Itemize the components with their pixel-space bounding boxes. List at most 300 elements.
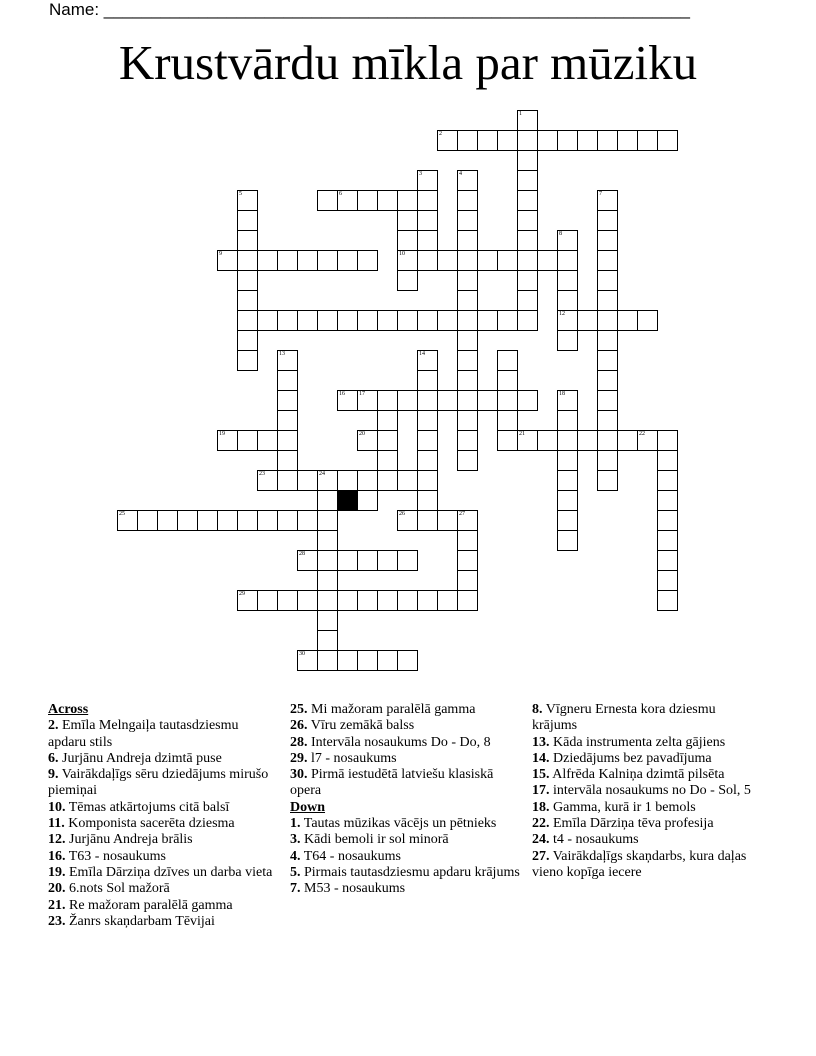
grid-cell[interactable] xyxy=(637,310,658,331)
grid-cell[interactable] xyxy=(397,550,418,571)
clue-number: 10. xyxy=(48,799,66,815)
grid-cell[interactable] xyxy=(497,130,518,151)
grid-cell[interactable] xyxy=(457,310,478,331)
grid-cell[interactable] xyxy=(617,130,638,151)
clue-number: 3. xyxy=(290,832,301,848)
grid-cell[interactable] xyxy=(237,230,258,251)
clue-text: Jurjānu Andreja brālis xyxy=(65,832,193,848)
grid-cell[interactable] xyxy=(557,510,578,531)
clue-text: Re mažoram paralēlā gamma xyxy=(65,897,233,913)
grid-cell[interactable] xyxy=(317,570,338,591)
grid-cell[interactable] xyxy=(337,310,358,331)
grid-cell[interactable] xyxy=(357,470,378,491)
grid-cell[interactable] xyxy=(377,470,398,491)
down-clue xyxy=(290,832,520,848)
clue-text: Vairākdaļīgs sēru dziedājums mirušo piemiņai xyxy=(48,767,269,799)
grid-cell[interactable] xyxy=(557,410,578,431)
grid-cell[interactable] xyxy=(337,650,358,671)
grid-cell[interactable] xyxy=(437,310,458,331)
clue-number: 1. xyxy=(290,816,301,832)
grid-cell[interactable] xyxy=(397,590,418,611)
grid-cell[interactable] xyxy=(657,130,678,151)
grid-cell[interactable] xyxy=(337,250,358,271)
down-clue xyxy=(290,881,520,897)
clue-text: Alfrēda Kalniņa dzimtā pilsēta xyxy=(549,767,725,783)
grid-cell[interactable] xyxy=(597,370,618,391)
grid-cell[interactable] xyxy=(557,470,578,491)
grid-cell[interactable] xyxy=(417,210,438,231)
grid-cell[interactable] xyxy=(657,530,678,551)
grid-cell[interactable] xyxy=(237,190,258,211)
grid-cell[interactable] xyxy=(297,250,318,271)
grid-cell[interactable] xyxy=(317,650,338,671)
grid-cell[interactable] xyxy=(557,290,578,311)
grid-cell[interactable] xyxy=(237,270,258,291)
grid-cell[interactable] xyxy=(397,270,418,291)
grid-cell[interactable] xyxy=(417,510,438,531)
grid-cell[interactable] xyxy=(397,510,418,531)
grid-cell[interactable] xyxy=(277,450,298,471)
clue-number: 27. xyxy=(532,848,550,864)
grid-cell[interactable] xyxy=(397,190,418,211)
grid-cell[interactable] xyxy=(437,390,458,411)
grid-cell[interactable] xyxy=(357,650,378,671)
grid-cell[interactable] xyxy=(477,390,498,411)
clue-number: 22. xyxy=(532,816,550,832)
clue-text: Tautas mūzikas vācējs un pētnieks xyxy=(300,816,497,832)
down-clue xyxy=(532,783,762,799)
clue-number: 17. xyxy=(532,783,550,799)
down-clue xyxy=(290,849,520,865)
clue-number: 4. xyxy=(290,848,301,864)
grid-cell[interactable] xyxy=(257,590,278,611)
grid-cell[interactable] xyxy=(657,490,678,511)
grid-cell[interactable] xyxy=(657,510,678,531)
grid-cell[interactable] xyxy=(417,590,438,611)
grid-cell[interactable] xyxy=(377,450,398,471)
grid-cell[interactable] xyxy=(457,170,478,191)
grid-cell[interactable] xyxy=(577,130,598,151)
grid-cell[interactable] xyxy=(477,250,498,271)
grid-cell[interactable] xyxy=(277,410,298,431)
grid-cell[interactable] xyxy=(637,430,658,451)
down-clue xyxy=(532,702,762,735)
grid-cell[interactable] xyxy=(517,310,538,331)
down-clue xyxy=(532,751,762,767)
clue-number: 18 xyxy=(559,391,565,397)
clue-number: 7. xyxy=(290,881,301,897)
grid-cell[interactable] xyxy=(417,410,438,431)
grid-cell[interactable] xyxy=(457,350,478,371)
clue-number: 2. xyxy=(48,718,59,734)
grid-cell[interactable] xyxy=(237,590,258,611)
grid-cell[interactable] xyxy=(377,410,398,431)
grid-cell[interactable] xyxy=(457,250,478,271)
clue-number: 4 xyxy=(459,171,462,177)
grid-cell[interactable] xyxy=(197,510,218,531)
grid-cell[interactable] xyxy=(357,430,378,451)
grid-cell[interactable] xyxy=(237,310,258,331)
grid-cell[interactable] xyxy=(177,510,198,531)
grid-cell[interactable] xyxy=(257,310,278,331)
grid-cell[interactable] xyxy=(297,550,318,571)
grid-cell[interactable] xyxy=(437,510,458,531)
clue-text: Gamma, kurā ir 1 bemols xyxy=(549,799,696,815)
grid-cell[interactable] xyxy=(557,270,578,291)
clue-number: 20 xyxy=(359,431,365,437)
clue-number: 29. xyxy=(290,750,308,766)
grid-cell[interactable] xyxy=(377,310,398,331)
across-clue xyxy=(290,702,520,718)
grid-cell[interactable] xyxy=(657,570,678,591)
grid-cell[interactable] xyxy=(277,370,298,391)
grid-cell[interactable] xyxy=(517,150,538,171)
grid-cell[interactable] xyxy=(457,130,478,151)
clue-number: 5. xyxy=(290,864,301,880)
grid-cell[interactable] xyxy=(337,190,358,211)
grid-cell[interactable] xyxy=(557,390,578,411)
grid-cell[interactable] xyxy=(217,510,238,531)
clue-text: Tēmas atkārtojums citā balsī xyxy=(65,799,230,815)
clue-number: 23. xyxy=(48,913,66,929)
grid-cell[interactable] xyxy=(637,130,658,151)
clue-text: Jurjānu Andreja dzimtā puse xyxy=(58,750,222,766)
grid-cell[interactable] xyxy=(337,470,358,491)
grid-cell[interactable] xyxy=(277,250,298,271)
grid-cell[interactable] xyxy=(237,510,258,531)
grid-cell[interactable] xyxy=(377,550,398,571)
grid-cell[interactable] xyxy=(297,590,318,611)
grid-cell[interactable] xyxy=(557,450,578,471)
grid-cell[interactable] xyxy=(317,610,338,631)
grid-cell[interactable] xyxy=(457,290,478,311)
grid-cell[interactable] xyxy=(457,230,478,251)
clue-number: 14. xyxy=(532,750,550,766)
grid-cell[interactable] xyxy=(317,550,338,571)
grid-cell[interactable] xyxy=(317,590,338,611)
grid-cell[interactable] xyxy=(337,390,358,411)
grid-cell[interactable] xyxy=(597,450,618,471)
grid-cell[interactable] xyxy=(557,230,578,251)
grid-cell[interactable] xyxy=(377,590,398,611)
grid-cell[interactable] xyxy=(277,590,298,611)
grid-cell[interactable] xyxy=(417,170,438,191)
clue-text: Komponista sacerēta dziesma xyxy=(64,816,235,832)
grid-cell[interactable] xyxy=(617,310,638,331)
grid-cell[interactable] xyxy=(237,210,258,231)
clue-text: T64 - nosaukums xyxy=(300,848,401,864)
grid-cell[interactable] xyxy=(597,330,618,351)
clue-text: l7 - nosaukums xyxy=(307,750,397,766)
grid-cell[interactable] xyxy=(417,370,438,391)
clue-number: 25. xyxy=(290,702,308,717)
grid-cell[interactable] xyxy=(457,410,478,431)
across-clue xyxy=(48,832,278,848)
down-clue xyxy=(290,865,520,881)
grid-cell[interactable] xyxy=(457,590,478,611)
grid-cell[interactable] xyxy=(577,310,598,331)
grid-cell[interactable] xyxy=(277,310,298,331)
grid-cell[interactable] xyxy=(417,230,438,251)
grid-cell[interactable] xyxy=(497,310,518,331)
grid-cell[interactable] xyxy=(597,270,618,291)
clue-number: 13. xyxy=(532,734,550,750)
grid-cell[interactable] xyxy=(237,290,258,311)
clue-number: 3 xyxy=(419,171,422,177)
grid-cell[interactable] xyxy=(237,330,258,351)
across-clue xyxy=(48,718,278,751)
grid-cell[interactable] xyxy=(417,190,438,211)
grid-cell[interactable] xyxy=(317,510,338,531)
grid-cell[interactable] xyxy=(357,190,378,211)
grid-cell[interactable] xyxy=(457,370,478,391)
grid-cell[interactable] xyxy=(317,190,338,211)
grid-cell[interactable] xyxy=(497,430,518,451)
clue-number: 21. xyxy=(48,897,66,913)
down-clue xyxy=(532,816,762,832)
grid-cell[interactable] xyxy=(277,350,298,371)
grid-cell[interactable] xyxy=(357,310,378,331)
grid-cell[interactable] xyxy=(517,270,538,291)
clue-number: 26. xyxy=(290,718,308,734)
clue-number: 19 xyxy=(219,431,225,437)
grid-cell[interactable] xyxy=(437,130,458,151)
grid-cell[interactable] xyxy=(457,390,478,411)
grid-cell[interactable] xyxy=(517,390,538,411)
grid-cell[interactable] xyxy=(297,470,318,491)
clue-number: 16. xyxy=(48,848,66,864)
grid-cell[interactable] xyxy=(377,650,398,671)
grid-cell[interactable] xyxy=(277,430,298,451)
grid-cell[interactable] xyxy=(317,470,338,491)
clue-text: Kāda instrumenta zelta gājiens xyxy=(549,734,726,750)
across-clue xyxy=(48,881,278,897)
grid-cell[interactable] xyxy=(277,510,298,531)
grid-cell[interactable] xyxy=(597,430,618,451)
clue-number: 24. xyxy=(532,832,550,848)
grid-cell[interactable] xyxy=(457,510,478,531)
grid-cell[interactable] xyxy=(257,430,278,451)
clue-number: 7 xyxy=(599,191,602,197)
grid-cell[interactable] xyxy=(597,290,618,311)
grid-cell[interactable] xyxy=(657,430,678,451)
grid-cell[interactable] xyxy=(397,310,418,331)
grid-cell[interactable] xyxy=(297,650,318,671)
grid-cell[interactable] xyxy=(417,490,438,511)
grid-cell[interactable] xyxy=(517,210,538,231)
grid-cell[interactable] xyxy=(597,310,618,331)
clue-number: 27 xyxy=(459,511,465,517)
grid-cell[interactable] xyxy=(497,370,518,391)
grid-cell[interactable] xyxy=(597,410,618,431)
clue-number: 22 xyxy=(639,431,645,437)
clue-number: 8. xyxy=(532,702,543,717)
grid-cell[interactable] xyxy=(457,550,478,571)
grid-cell[interactable] xyxy=(157,510,178,531)
clue-text: Pirmā iestudētā latviešu klasiskā opera xyxy=(290,767,494,799)
down-clue xyxy=(532,832,762,848)
grid-cell[interactable] xyxy=(217,430,238,451)
grid-cell[interactable] xyxy=(657,590,678,611)
grid-cell[interactable] xyxy=(297,310,318,331)
grid-cell[interactable] xyxy=(557,530,578,551)
across-clue xyxy=(290,735,520,751)
grid-cell[interactable] xyxy=(377,430,398,451)
grid-cell[interactable] xyxy=(517,290,538,311)
grid-cell[interactable] xyxy=(517,110,538,131)
grid-cell[interactable] xyxy=(517,170,538,191)
grid-cell[interactable] xyxy=(517,130,538,151)
grid-cell[interactable] xyxy=(597,190,618,211)
grid-cell[interactable] xyxy=(257,510,278,531)
down-clue xyxy=(532,849,762,882)
grid-cell[interactable] xyxy=(497,390,518,411)
grid-cell[interactable] xyxy=(417,390,438,411)
grid-cell[interactable] xyxy=(497,410,518,431)
grid-cell[interactable] xyxy=(377,190,398,211)
across-clue xyxy=(48,800,278,816)
grid-cell[interactable] xyxy=(517,430,538,451)
grid-cell[interactable] xyxy=(297,510,318,531)
grid-cell[interactable] xyxy=(397,650,418,671)
grid-cell[interactable] xyxy=(397,230,418,251)
grid-cell[interactable] xyxy=(397,470,418,491)
clue-number: 30. xyxy=(290,767,308,783)
grid-cell[interactable] xyxy=(417,310,438,331)
grid-cell[interactable] xyxy=(457,450,478,471)
grid-cell[interactable] xyxy=(397,390,418,411)
grid-cell[interactable] xyxy=(597,250,618,271)
clue-number: 10 xyxy=(399,251,405,257)
grid-cell[interactable] xyxy=(357,590,378,611)
grid-cell[interactable] xyxy=(277,470,298,491)
grid-cell[interactable] xyxy=(137,510,158,531)
grid-cell[interactable] xyxy=(497,350,518,371)
grid-cell[interactable] xyxy=(537,130,558,151)
grid-cell[interactable] xyxy=(457,430,478,451)
grid-cell[interactable] xyxy=(317,630,338,651)
clues-column-1 xyxy=(48,702,278,930)
clue-number: 16 xyxy=(339,391,345,397)
grid-cell[interactable] xyxy=(237,250,258,271)
down-clue xyxy=(532,767,762,783)
grid-cell[interactable] xyxy=(457,270,478,291)
grid-cell[interactable] xyxy=(597,210,618,231)
grid-cell[interactable] xyxy=(257,250,278,271)
grid-cell[interactable] xyxy=(257,470,278,491)
grid-cell[interactable] xyxy=(457,530,478,551)
grid-cell[interactable] xyxy=(457,210,478,231)
across-clue xyxy=(290,767,520,800)
grid-cell[interactable] xyxy=(557,250,578,271)
grid-cell[interactable] xyxy=(417,450,438,471)
grid-cell[interactable] xyxy=(457,570,478,591)
grid-cell[interactable] xyxy=(277,390,298,411)
clue-text: t4 - nosaukums xyxy=(549,832,639,848)
across-clue xyxy=(290,718,520,734)
clue-text: Pirmais tautasdziesmu apdaru krājums xyxy=(300,864,520,880)
grid-cell[interactable] xyxy=(657,550,678,571)
grid-cell[interactable] xyxy=(317,310,338,331)
grid-cell[interactable] xyxy=(237,430,258,451)
clue-number: 9 xyxy=(219,251,222,257)
grid-cell[interactable] xyxy=(457,190,478,211)
grid-cell[interactable] xyxy=(557,130,578,151)
clue-text: Kādi bemoli ir sol minorā xyxy=(300,832,449,848)
grid-cell[interactable] xyxy=(357,490,378,511)
grid-cell[interactable] xyxy=(377,390,398,411)
grid-cell[interactable] xyxy=(217,250,238,271)
grid-cell[interactable] xyxy=(497,250,518,271)
clue-number: 5 xyxy=(239,191,242,197)
grid-cell[interactable] xyxy=(597,470,618,491)
clue-number: 25 xyxy=(119,511,125,517)
grid-cell[interactable] xyxy=(657,470,678,491)
grid-cell[interactable] xyxy=(417,350,438,371)
grid-cell[interactable] xyxy=(557,430,578,451)
clue-number: 12 xyxy=(559,311,565,317)
grid-cell[interactable] xyxy=(417,430,438,451)
grid-cell[interactable] xyxy=(337,590,358,611)
grid-cell[interactable] xyxy=(557,490,578,511)
clue-number: 13 xyxy=(279,351,285,357)
grid-cell[interactable] xyxy=(357,390,378,411)
grid-cell[interactable] xyxy=(317,530,338,551)
grid-cell[interactable] xyxy=(617,430,638,451)
grid-cell[interactable] xyxy=(597,350,618,371)
grid-cell[interactable] xyxy=(437,590,458,611)
clue-text: Emīla Dārziņa dzīves un darba vieta xyxy=(65,864,273,880)
grid-cell[interactable] xyxy=(457,330,478,351)
grid-cell[interactable] xyxy=(357,250,378,271)
grid-cell[interactable] xyxy=(317,490,338,511)
down-clue xyxy=(532,735,762,751)
grid-cell[interactable] xyxy=(317,250,338,271)
grid-cell[interactable] xyxy=(537,430,558,451)
clue-number: 12. xyxy=(48,832,66,848)
clue-text: intervāla nosaukums no Do - Sol, 5 xyxy=(549,783,751,799)
across-clue xyxy=(48,751,278,767)
grid-cell[interactable] xyxy=(537,250,558,271)
grid-cell[interactable] xyxy=(517,250,538,271)
clue-number: 26 xyxy=(399,511,405,517)
grid-cell[interactable] xyxy=(477,310,498,331)
clue-number: 11. xyxy=(48,816,65,832)
grid-cell[interactable] xyxy=(437,250,458,271)
grid-cell[interactable] xyxy=(357,550,378,571)
grid-cell[interactable] xyxy=(657,450,678,471)
grid-cell[interactable] xyxy=(577,430,598,451)
grid-cell[interactable] xyxy=(397,210,418,231)
clue-text: Emīla Dārziņa tēva profesija xyxy=(549,816,714,832)
grid-cell[interactable] xyxy=(397,250,418,271)
grid-cell[interactable] xyxy=(517,230,538,251)
clues-column-3 xyxy=(532,702,762,881)
across-clue xyxy=(290,751,520,767)
grid-cell[interactable] xyxy=(417,250,438,271)
grid-cell[interactable] xyxy=(597,130,618,151)
grid-cell[interactable] xyxy=(417,470,438,491)
grid-cell[interactable] xyxy=(597,230,618,251)
grid-cell[interactable] xyxy=(557,330,578,351)
grid-cell[interactable] xyxy=(117,510,138,531)
grid-cell[interactable] xyxy=(337,550,358,571)
grid-cell[interactable] xyxy=(597,390,618,411)
grid-cell[interactable] xyxy=(237,350,258,371)
grid-cell[interactable] xyxy=(477,130,498,151)
grid-cell[interactable] xyxy=(517,190,538,211)
grid-cell[interactable] xyxy=(557,310,578,331)
